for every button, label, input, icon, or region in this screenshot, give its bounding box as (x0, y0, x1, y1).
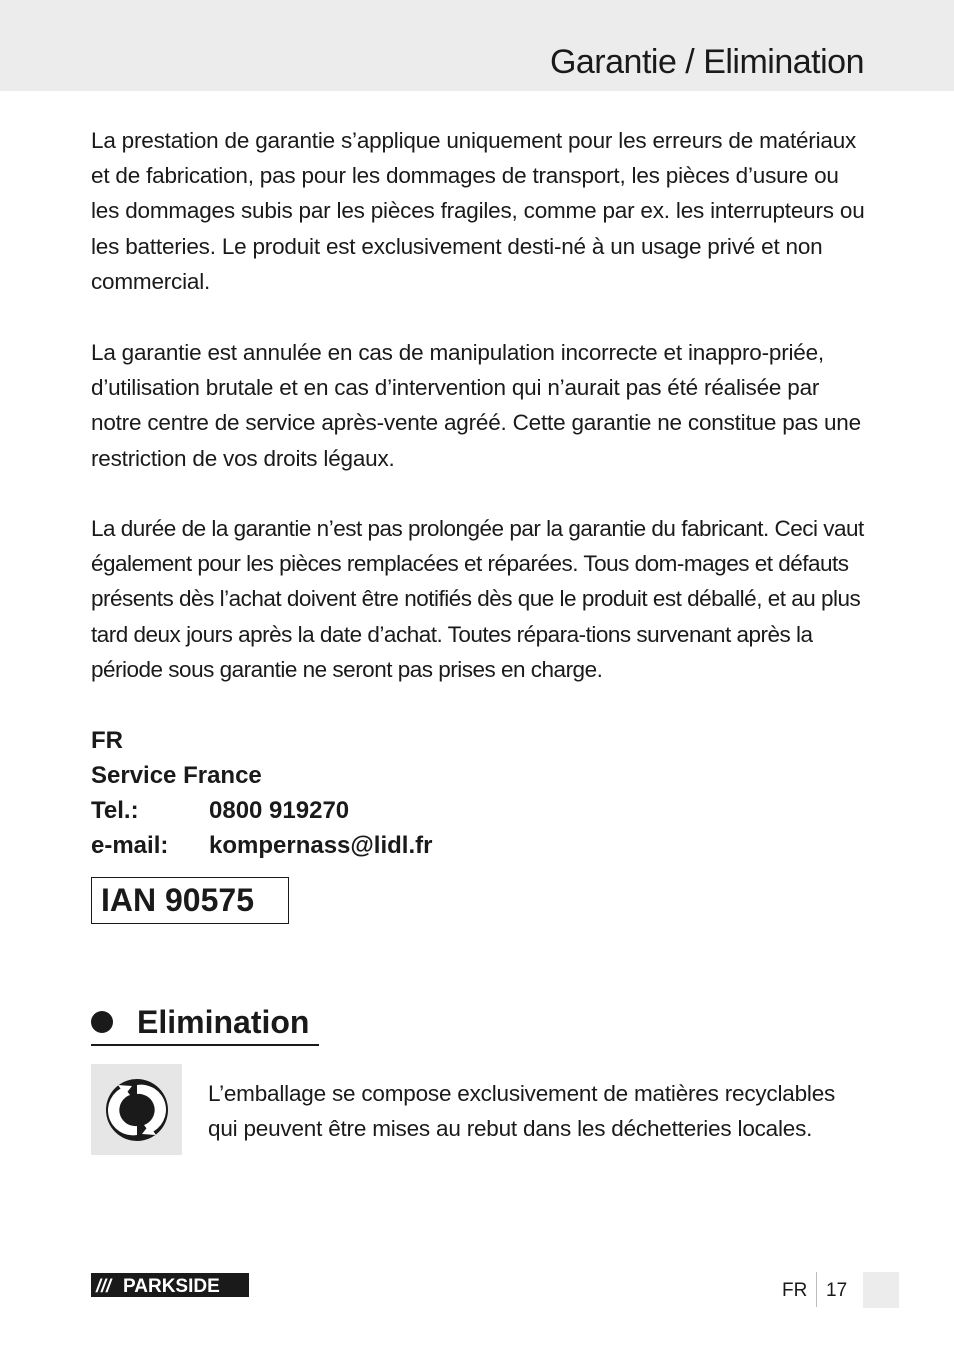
contact-country: FR (91, 727, 123, 754)
warranty-paragraph-2: La garantie est annulée en cas de manipulation incorrecte et inappro-priée, d’utilisation brutale et en cas d’intervention qui n’aurait pas été réalisée par notre centre de service après-vente agréé. Cette garantie ne constitue pas une restriction de vos droits légaux. (91, 340, 861, 471)
logo-text: PARKSIDE (123, 1276, 220, 1297)
parkside-logo (91, 1273, 249, 1297)
packaging-disposal-text: L’emballage se compose exclusivement de matières recyclables qui peuvent être mises au rebut dans les déchetteries locales. (208, 1081, 836, 1141)
footer-divider (816, 1272, 817, 1307)
elimination-title: Elimination (137, 1004, 310, 1040)
footer-tab-marker (863, 1272, 899, 1308)
green-dot-recycling-icon (104, 1077, 170, 1143)
contact-phone-row (91, 793, 432, 828)
footer-language: FR (782, 1280, 808, 1301)
service-contact (91, 723, 432, 863)
logo-mark: /// (96, 1276, 112, 1296)
page-title: Garantie / Elimination (549, 43, 864, 81)
contact-email-row (91, 828, 432, 863)
email-label: e-mail: (91, 832, 169, 859)
phone-number: 0800 919270 (209, 797, 350, 824)
ian-number-box: IAN 90575 (91, 877, 289, 924)
phone-label: Tel.: (91, 797, 139, 824)
elimination-heading (91, 1000, 319, 1046)
recycling-symbol-box (91, 1064, 182, 1155)
warranty-paragraph-1: La prestation de garantie s’applique uniquement pour les erreurs de matériaux et de fabrication, pas pour les dommages de transport, les pièces d’usure ou les dommages subis par les pièces fragiles, comme par ex. les interrupteurs ou les batteries. Le produit est exclusivement desti-né à un usage privé et non commercial. (91, 128, 865, 294)
email-address: kompernass@lidl.fr (209, 832, 433, 859)
warranty-paragraph-3: La durée de la garantie n’est pas prolongée par la garantie du fabricant. Ceci vaut également pour les pièces remplacées et réparées. Tous dom-mages et défauts présents dès l’achat doivent être notifiés dès que le produit est déballé, et au plus tard deux jours après la date d’achat. Toutes répara-tions survenant après la période sous garantie ne seront pas prises en charge. (91, 516, 864, 682)
page-number: 17 (826, 1280, 848, 1301)
contact-service-name: Service France (91, 762, 262, 789)
bullet-icon (91, 1011, 113, 1033)
